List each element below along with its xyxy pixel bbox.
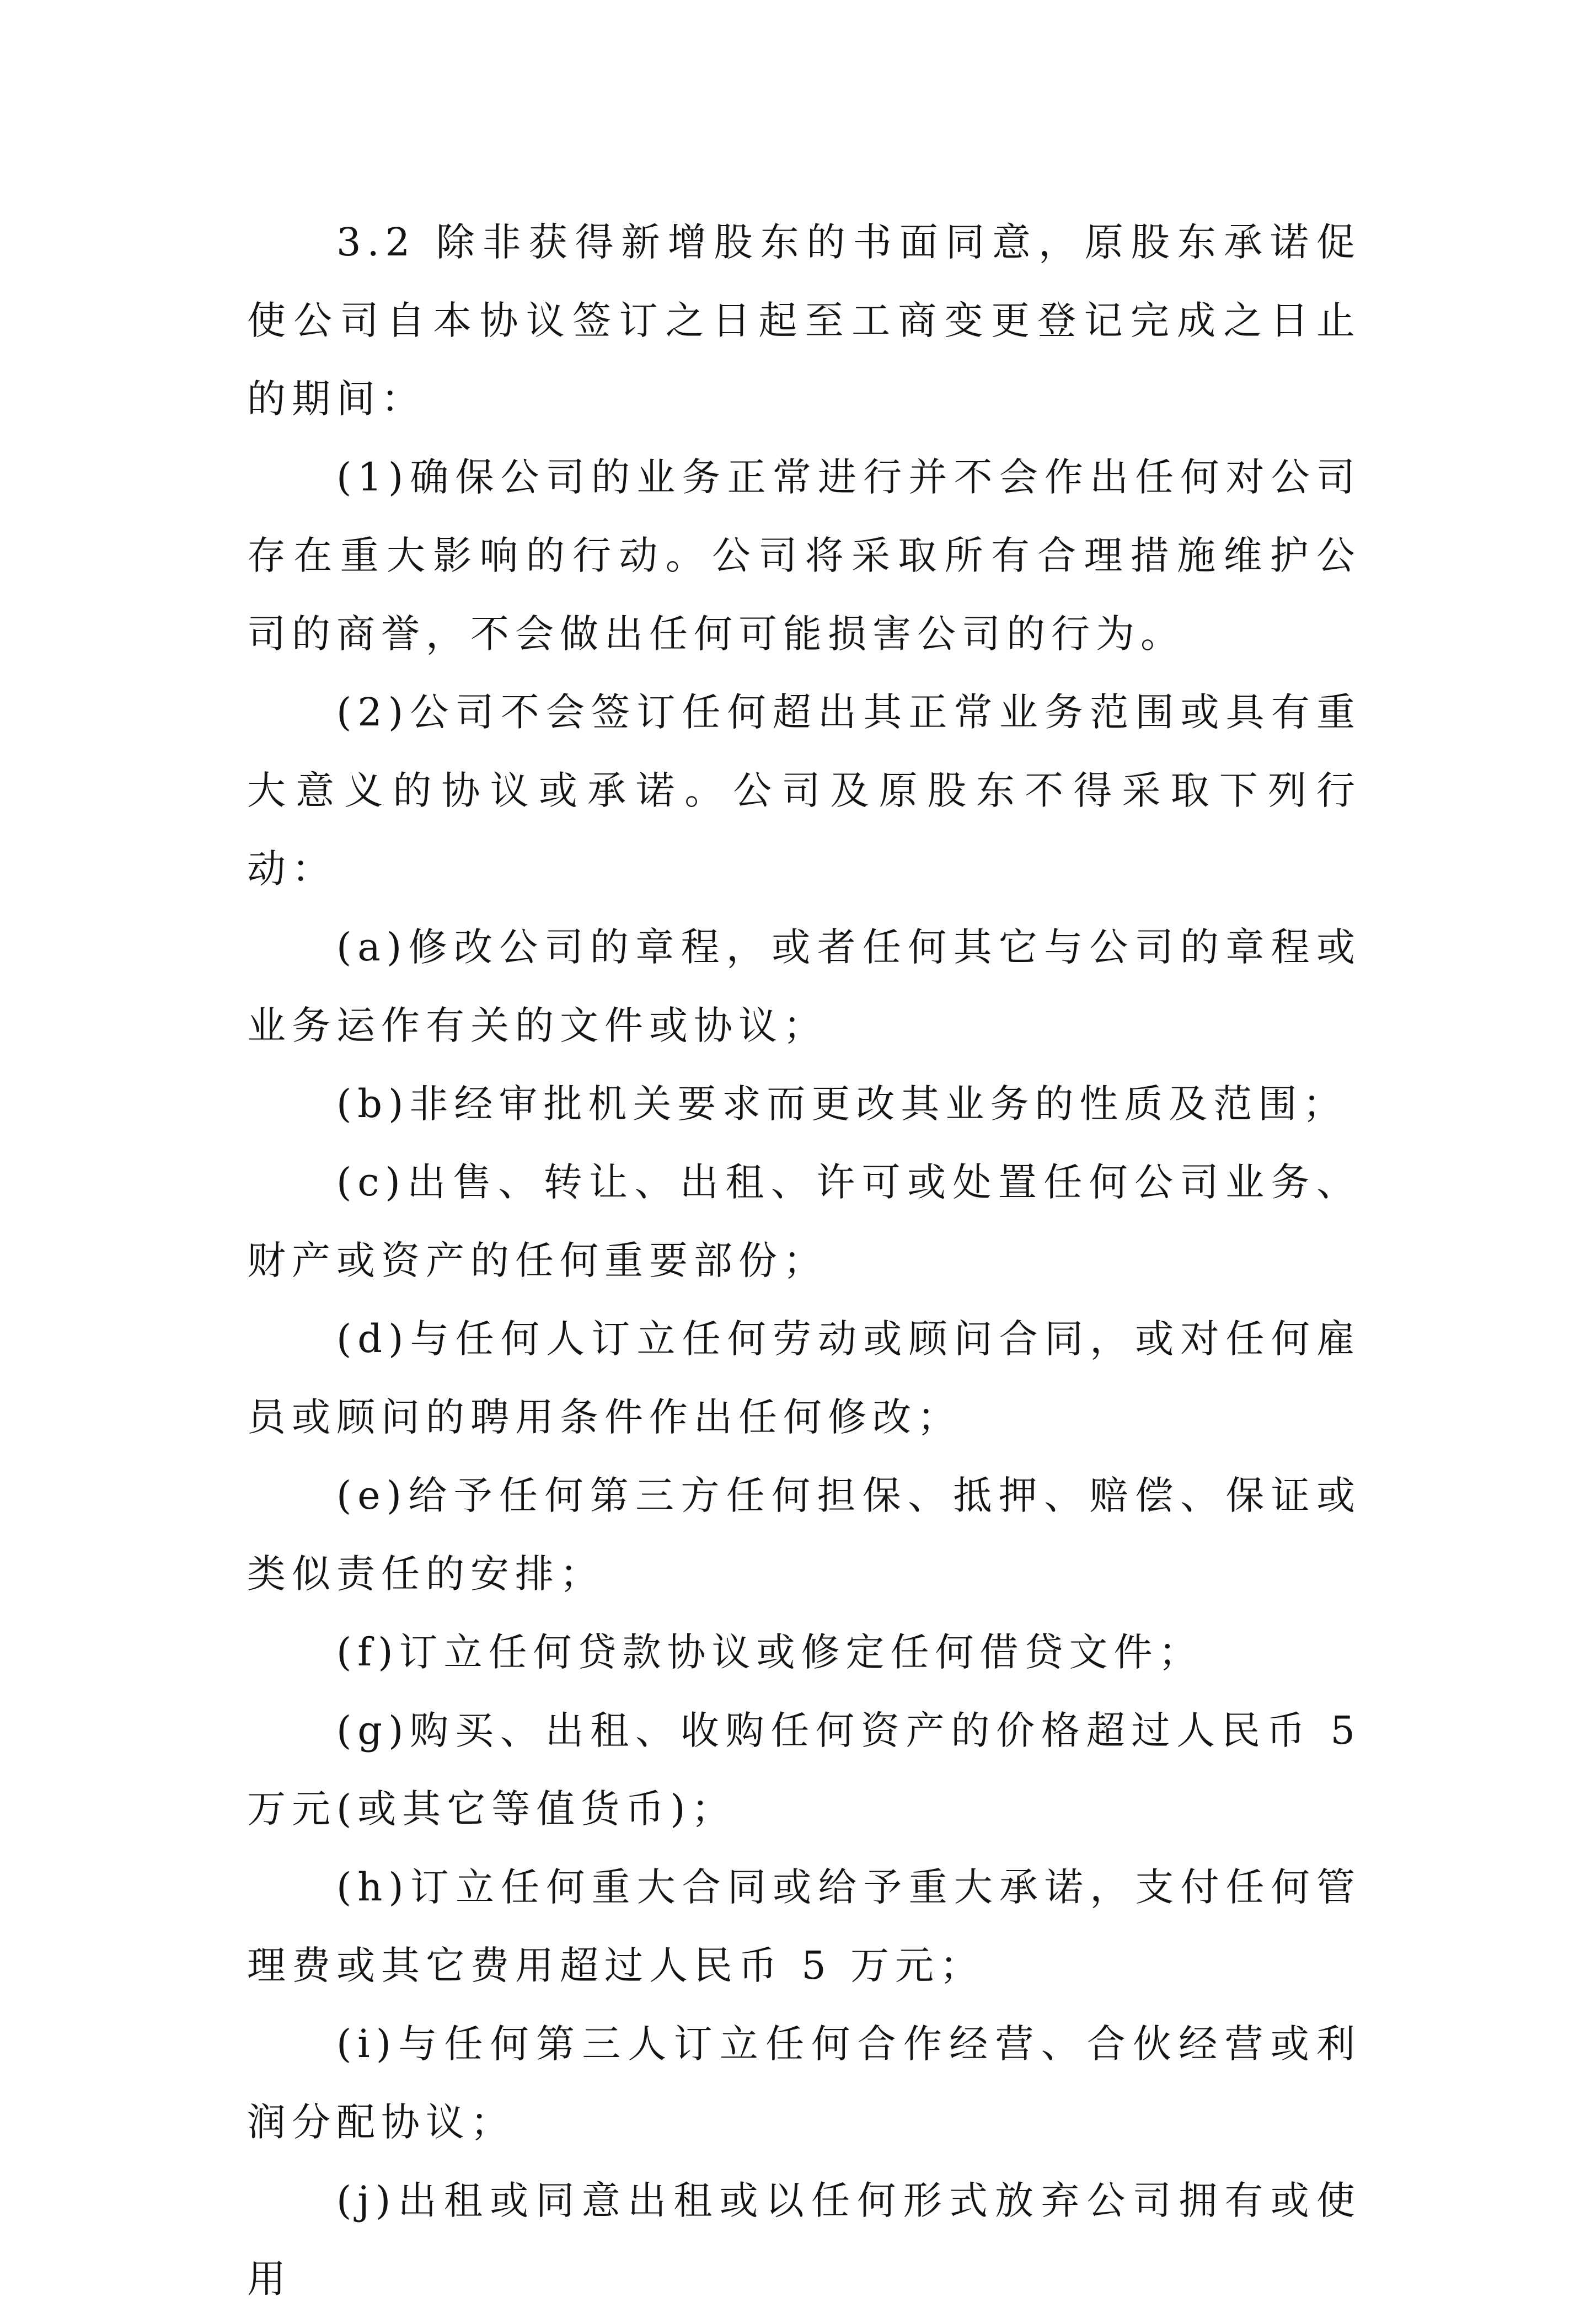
paragraph-item-i: (i)与任何第三人订立任何合作经营、合伙经营或利润分配协议； <box>247 2021 1361 2145</box>
paragraph-item-e: (e)给予任何第三方任何担保、抵押、赔偿、保证或类似责任的安排； <box>247 1473 1361 1596</box>
paragraph-item-j: (j)出租或同意出租或以任何形式放弃公司拥有或使用 <box>247 2178 1361 2301</box>
paragraph-item-b: (b)非经审批机关要求而更改其业务的性质及范围； <box>336 1081 1348 1126</box>
paragraph-item-1: (1)确保公司的业务正常进行并不会作出任何对公司存在重大影响的行动。公司将采取所有合理措施维护公司的商誉，不会做出任何可能损害公司的行为。 <box>247 455 1361 656</box>
paragraph-item-a: (a)修改公司的章程，或者任何其它与公司的章程或业务运作有关的文件或协议； <box>247 925 1361 1048</box>
document-body <box>247 203 1361 2318</box>
paragraph-item-2: (2)公司不会签订任何超出其正常业务范围或具有重大意义的协议或承诺。公司及原股东不得采取下列行动： <box>247 690 1361 891</box>
paragraph-item-c: (c)出售、转让、出租、许可或处置任何公司业务、财产或资产的任何重要部份； <box>247 1160 1361 1283</box>
paragraph-item-f: (f)订立任何贷款协议或修定任何借贷文件； <box>336 1630 1203 1675</box>
paragraph-item-h: (h)订立任何重大合同或给予重大承诺，支付任何管理费或其它费用超过人民币 5 万元； <box>247 1865 1361 1988</box>
paragraph-3-2: 3.2 除非获得新增股东的书面同意，原股东承诺促使公司自本协议签订之日起至工商变更登记完成之日止的期间： <box>247 220 1361 421</box>
paragraph-item-g: (g)购买、出租、收购任何资产的价格超过人民币 5 万元(或其它等值货币)； <box>247 1708 1361 1831</box>
paragraph-item-d: (d)与任何人订立任何劳动或顾问合同，或对任何雇员或顾问的聘用条件作出任何修改； <box>247 1316 1361 1440</box>
